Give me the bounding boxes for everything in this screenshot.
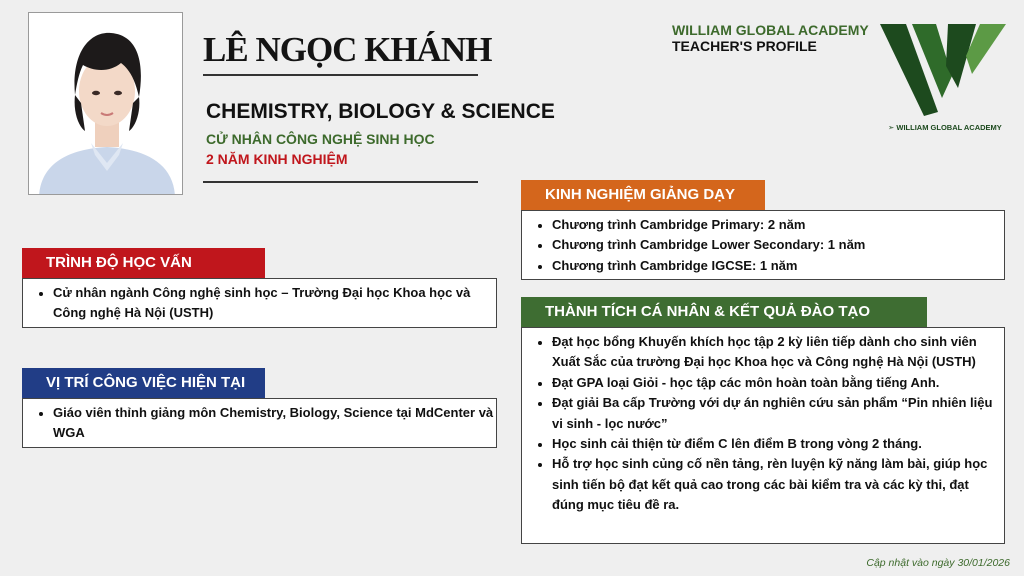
list-item: • Chương trình Cambridge IGCSE: 1 năm (552, 256, 1004, 276)
degree-title: CỬ NHÂN CÔNG NGHỆ SINH HỌC (206, 131, 435, 147)
teaching-experience-heading-label: KINH NGHIỆM GIẢNG DẠY (545, 186, 736, 203)
divider-top (203, 74, 478, 76)
list-item: • Đạt học bổng Khuyến khích học tập 2 kỳ liên tiếp dành cho sinh viên Xuất Sắc của trường Đại học Khoa học và Công nghệ Hà Nội (USTH) (552, 332, 1004, 373)
list-item: • Hỗ trợ học sinh củng cố nền tảng, rèn luyện kỹ năng làm bài, giúp học sinh tiến bộ đạt kết quả cao trong các bài kiểm tra và các kỳ thi, đạt đúng mục tiêu đề ra. (552, 454, 1004, 515)
teacher-photo (28, 12, 183, 195)
divider-bottom (203, 181, 478, 183)
logo-caption: ➣ WILLIAM GLOBAL ACADEMY (888, 123, 1002, 132)
brand-header (672, 22, 869, 54)
profile-label: TEACHER'S PROFILE (672, 38, 817, 54)
teaching-subjects: CHEMISTRY, BIOLOGY & SCIENCE (206, 100, 555, 123)
list-item: • Cử nhân ngành Công nghệ sinh học – Trường Đại học Khoa học và Công nghệ Hà Nội (USTH) (53, 283, 496, 324)
academy-logo-icon (876, 22, 1006, 127)
list-item: • Đạt giải Ba cấp Trường với dự án nghiên cứu sản phẩm “Pin nhiên liệu vi sinh - lọc nước” (552, 393, 1004, 434)
list-item: • Đạt GPA loại Giỏi - học tập các môn hoàn toàn bằng tiếng Anh. (552, 373, 1004, 393)
teacher-name: LÊ NGỌC KHÁNH (203, 30, 492, 69)
experience-years: 2 NĂM KINH NGHIỆM (206, 151, 348, 167)
academy-name: WILLIAM GLOBAL ACADEMY (672, 22, 869, 38)
current-position-heading-label: VỊ TRÍ CÔNG VIỆC HIỆN TẠI (46, 374, 246, 391)
list-item: • Giáo viên thỉnh giảng môn Chemistry, Biology, Science tại MdCenter và WGA (53, 403, 496, 444)
list-item: • Học sinh cải thiện từ điểm C lên điểm B trong vòng 2 tháng. (552, 434, 1004, 454)
list-item: • Chương trình Cambridge Lower Secondary: 1 năm (552, 235, 1004, 255)
achievements-heading (521, 297, 927, 327)
achievements-box (521, 327, 1005, 544)
achievements-heading-label: THÀNH TÍCH CÁ NHÂN & KẾT QUẢ ĐÀO TẠO (545, 303, 870, 320)
current-position-heading (22, 368, 265, 398)
education-heading (22, 248, 265, 278)
education-heading-label: TRÌNH ĐỘ HỌC VẤN (46, 254, 192, 271)
teaching-experience-box (521, 210, 1005, 280)
current-position-box (22, 398, 497, 448)
education-box (22, 278, 497, 328)
updated-date: Cập nhật vào ngày 30/01/2026 (866, 557, 1010, 569)
teaching-experience-heading (521, 180, 765, 210)
list-item: • Chương trình Cambridge Primary: 2 năm (552, 215, 1004, 235)
